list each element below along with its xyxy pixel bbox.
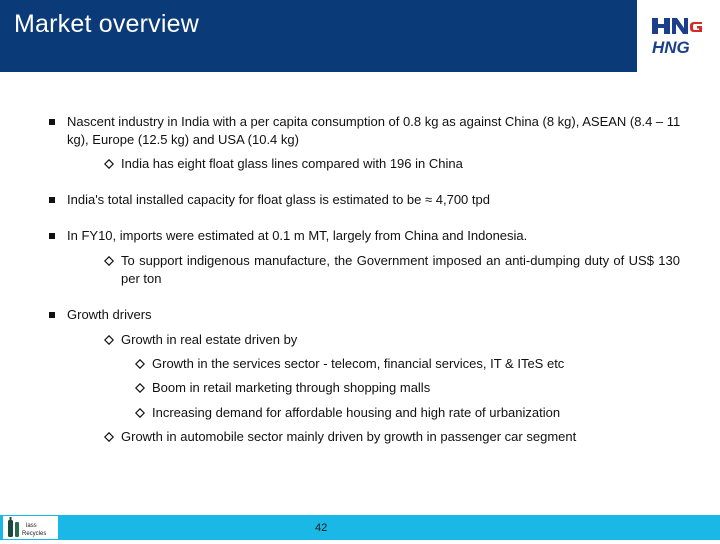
- page-number: 42: [315, 522, 328, 534]
- square-bullet-icon: [49, 233, 55, 239]
- sub-sub-bullet-text: Increasing demand for affordable housing and high rate of urbanization: [152, 405, 561, 420]
- diamond-bullet-icon: [104, 432, 114, 442]
- bullet-text: Nascent industry in India with a per capita consumption of 0.8 kg as against China (8 kg), ASEAN (8.4 – 11 kg), Europe (12.5 kg) and USA (10.4 kg): [67, 114, 681, 147]
- page-title: Market overview: [14, 10, 199, 38]
- square-bullet-icon: [49, 119, 55, 125]
- square-bullet-icon: [49, 312, 55, 318]
- bullet-text: India's total installed capacity for float glass is estimated to be ≈ 4,700 tpd: [67, 192, 490, 207]
- recycle-logo: [3, 516, 58, 539]
- square-bullet-icon: [49, 197, 55, 203]
- sub-sub-bullet-text: Boom in retail marketing through shopping malls: [152, 380, 431, 395]
- diamond-bullet-icon: [104, 256, 114, 266]
- logo-line2: Recycles: [22, 531, 47, 537]
- glass-recycles-icon: [3, 516, 58, 539]
- bullet-text: In FY10, imports were estimated at 0.1 m MT, largely from China and Indonesia.: [67, 228, 528, 243]
- sub-bullet-text: To support indigenous manufacture, the Government imposed an anti-dumping duty of US$ 130 per ton: [121, 253, 680, 286]
- sub-sub-bullet-text: Growth in the services sector - telecom, financial services, IT & ITeS etc: [152, 356, 565, 371]
- diamond-bullet-icon: [104, 335, 114, 345]
- sub-bullet-text: India has eight float glass lines compared with 196 in China: [121, 156, 463, 171]
- diamond-bullet-icon: [104, 159, 114, 169]
- diamond-bullet-icon: [135, 408, 145, 418]
- logo-bottom-text: HNG: [652, 38, 690, 56]
- bullet-text: Growth drivers: [67, 307, 152, 322]
- sub-bullet-text: Growth in real estate driven by: [121, 332, 298, 347]
- diamond-bullet-icon: [135, 383, 145, 393]
- diamond-bullet-icon: [135, 359, 145, 369]
- logo-line1: lass: [26, 523, 37, 529]
- sub-bullet-text: Growth in automobile sector mainly driven by growth in passenger car segment: [121, 429, 577, 444]
- footer-bar: [0, 515, 720, 540]
